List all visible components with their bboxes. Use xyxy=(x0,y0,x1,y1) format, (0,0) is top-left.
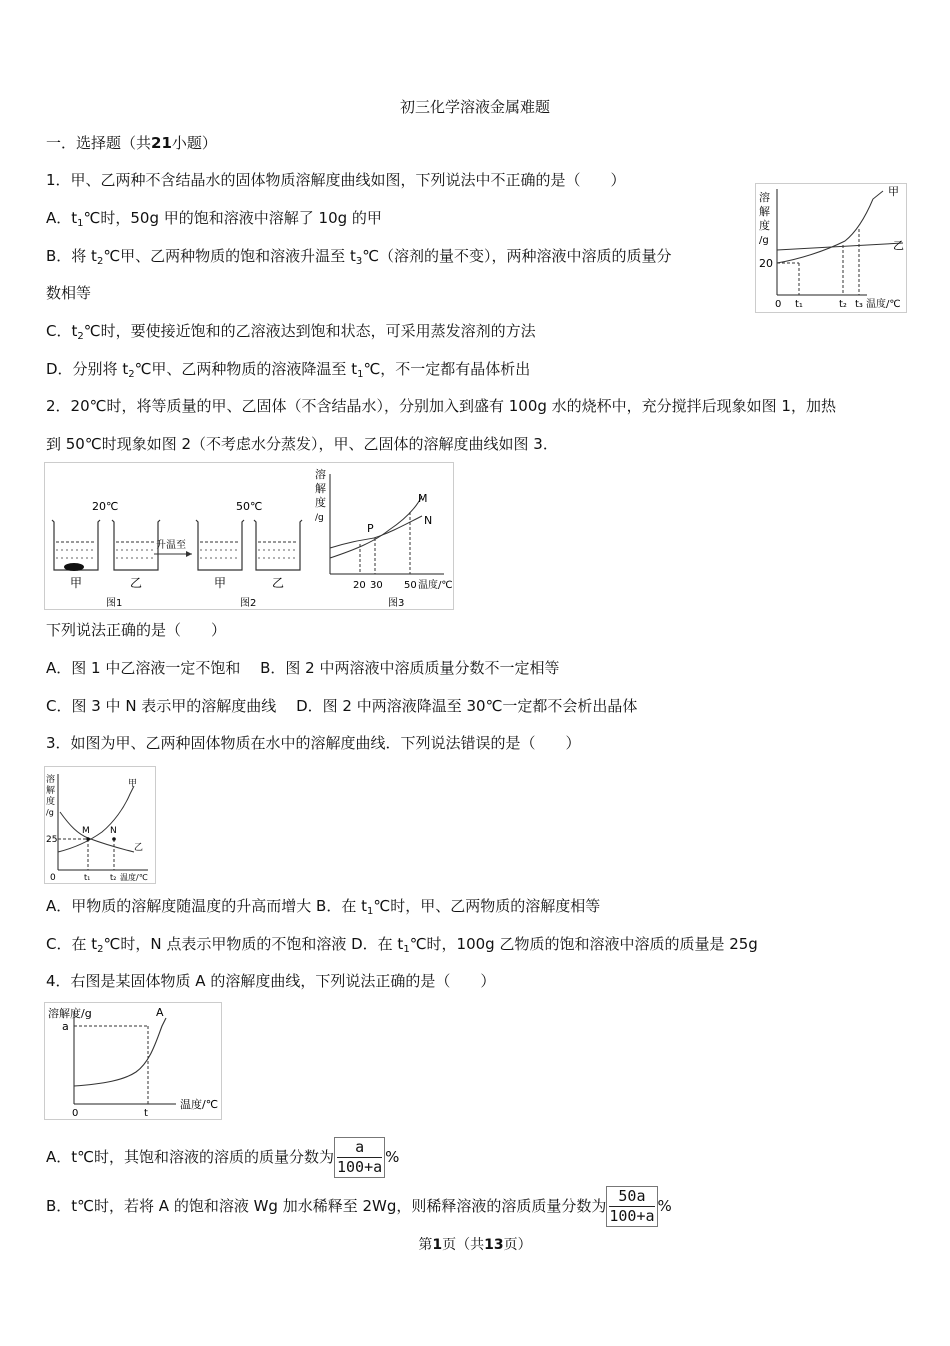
q2-figure xyxy=(44,462,454,610)
x-tick-t1: t₁ xyxy=(795,299,803,310)
origin-label: 0 xyxy=(72,1108,79,1119)
x-label: 温度/℃ xyxy=(180,1098,219,1111)
point-n xyxy=(112,837,116,841)
y-tick-25: 25 xyxy=(46,835,58,845)
beaker-label-jia: 甲 xyxy=(214,576,227,590)
y-label-char: 解 xyxy=(46,786,56,796)
y-label-char: 溶 xyxy=(759,191,770,204)
y-label-char: 解 xyxy=(315,482,326,495)
q2-stem-line1: 2．20℃时，将等质量的甲、乙固体（不含结晶水），分别加入到盛有 100g 水的烧杯中，充分搅拌后现象如图 1，加热 xyxy=(46,397,836,415)
q1-stem: 1．甲、乙两种不含结晶水的固体物质溶解度曲线如图，下列说法中不正确的是（ ） xyxy=(46,171,626,189)
page-title: 初三化学溶液金属难题 xyxy=(399,98,550,116)
point-m-label: M xyxy=(82,826,90,836)
y-label-char: /g xyxy=(759,235,769,246)
q2-prompt: 下列说法正确的是（ ） xyxy=(46,621,227,639)
beaker-label-jia: 甲 xyxy=(70,576,83,590)
curve-label-jia: 甲 xyxy=(128,779,138,789)
q3-stem: 3．如图为甲、乙两种固体物质在水中的溶解度曲线．下列说法错误的是（ ） xyxy=(46,734,581,752)
q4-option-a: A．t℃时，其饱和溶液的溶质的质量分数为 $\frac{a}{100+a}$ % xyxy=(46,1138,400,1176)
q4-stem: 4．右图是某固体物质 A 的溶解度曲线，下列说法正确的是（ ） xyxy=(46,972,496,990)
curve-label-jia: 甲 xyxy=(888,185,899,198)
point-m xyxy=(86,837,90,841)
q2-options-cd: C．图 3 中 N 表示甲的溶解度曲线 D．图 2 中两溶液降温至 30℃一定都不会析出晶体 xyxy=(46,697,638,715)
x-label: 温度/℃ xyxy=(120,873,148,882)
q3-options-cd: C．在 $t_2℃$时，N 点表示甲物质的不饱和溶液 D．在 $t_1℃$时，100g 乙物质的饱和溶液中溶质的质量是 25g xyxy=(46,935,758,955)
q3-solubility-figure xyxy=(44,766,156,884)
y-tick-20: 20 xyxy=(759,257,773,270)
q4-solubility-figure xyxy=(44,1002,222,1120)
page-footer: 第1页（共13页） xyxy=(418,1237,532,1253)
x-tick-t3: t₃ xyxy=(855,299,863,310)
q1-solubility-figure xyxy=(755,183,907,313)
y-label-char: 溶 xyxy=(46,775,56,785)
q3-figure-frame xyxy=(45,767,156,884)
q1-option-c: C．$t_2℃$时，要使接近饱和的乙溶液达到饱和状态，可采用蒸发溶剂的方法 xyxy=(46,322,536,342)
x-tick-t1: t₁ xyxy=(84,873,91,882)
fraction-a: $\frac{a}{100+a}$ xyxy=(334,1137,385,1178)
section-heading: 一．选择题（共21小题） xyxy=(46,134,217,152)
x-label: 温度/℃ xyxy=(418,580,453,591)
curve-n-label: N xyxy=(424,514,433,527)
q1-option-d: D．分别将 $t_2℃$甲、乙两种物质的溶液降温至 $t_1℃$，不一定都有晶体析出 xyxy=(46,360,531,380)
q2-figure-frame xyxy=(45,463,454,610)
q1-option-b: B．将 $t_2℃$甲、乙两种物质的饱和溶液升温至 $t_3℃$（溶剂的量不变），两种溶液中溶质的质量分 xyxy=(46,247,672,267)
curve-label-yi: 乙 xyxy=(134,843,144,853)
caption-fig3: 图3 xyxy=(388,598,405,609)
q1-figure-frame xyxy=(756,184,907,313)
x-tick-t2: t₂ xyxy=(110,873,117,882)
y-label-char: /g xyxy=(46,808,54,817)
curve-m-label: M xyxy=(418,492,428,505)
fraction-b: $\frac{50a}{100+a}$ xyxy=(606,1186,657,1227)
point-p-label: P xyxy=(367,522,374,535)
y-label-char: 度 xyxy=(315,496,326,509)
undissolved-solid xyxy=(64,563,84,571)
temp-50: 50℃ xyxy=(236,500,263,513)
beaker-label-yi: 乙 xyxy=(272,576,285,590)
y-label-char: /g xyxy=(315,513,324,523)
q3-options-ab: A．甲物质的溶解度随温度的升高而增大 B．在 $t_1℃$时，甲、乙两物质的溶解度相等 xyxy=(46,897,601,917)
q1-option-b-cont: 数相等 xyxy=(46,284,92,302)
x-tick-20: 20 xyxy=(353,580,366,591)
q1-option-a: A．$t_1℃$时，50g 甲的饱和溶液中溶解了 10g 的甲 xyxy=(46,209,382,229)
x-tick-50: 50 xyxy=(404,580,417,591)
temp-20: 20℃ xyxy=(92,500,119,513)
y-label-char: 度 xyxy=(46,797,56,807)
y-label-char: 度 xyxy=(759,219,770,232)
q4-option-b: B．t℃时，若将 A 的饱和溶液 Wg 加水稀释至 2Wg，则稀释溶液的溶质质量分数为 $\frac{50a}{100+a}$ % xyxy=(46,1187,672,1225)
caption-fig2: 图2 xyxy=(240,598,257,609)
q2-stem-line2: 到 50℃时现象如图 2（不考虑水分蒸发），甲、乙固体的溶解度曲线如图 3． xyxy=(46,435,558,453)
y-tick-a: a xyxy=(62,1020,69,1033)
y-label: 溶解度/g xyxy=(48,1007,92,1020)
origin-label: 0 xyxy=(775,299,782,310)
origin-label: 0 xyxy=(50,873,56,883)
curve-label-yi: 乙 xyxy=(893,239,904,252)
x-tick-t2: t₂ xyxy=(839,299,847,310)
y-label-char: 溶 xyxy=(315,468,326,481)
q2-options-ab: A．图 1 中乙溶液一定不饱和 B．图 2 中两溶液中溶质质量分数不一定相等 xyxy=(46,659,560,677)
x-label: 温度/℃ xyxy=(866,299,901,310)
curve-label-a: A xyxy=(156,1006,164,1019)
arrow-label: 升温至 xyxy=(156,540,186,551)
y-label-char: 解 xyxy=(759,205,770,218)
x-tick-t: t xyxy=(144,1108,148,1119)
beaker-label-yi: 乙 xyxy=(130,576,143,590)
caption-fig1: 图1 xyxy=(106,598,123,609)
x-tick-30: 30 xyxy=(370,580,383,591)
point-n-label: N xyxy=(110,826,117,836)
